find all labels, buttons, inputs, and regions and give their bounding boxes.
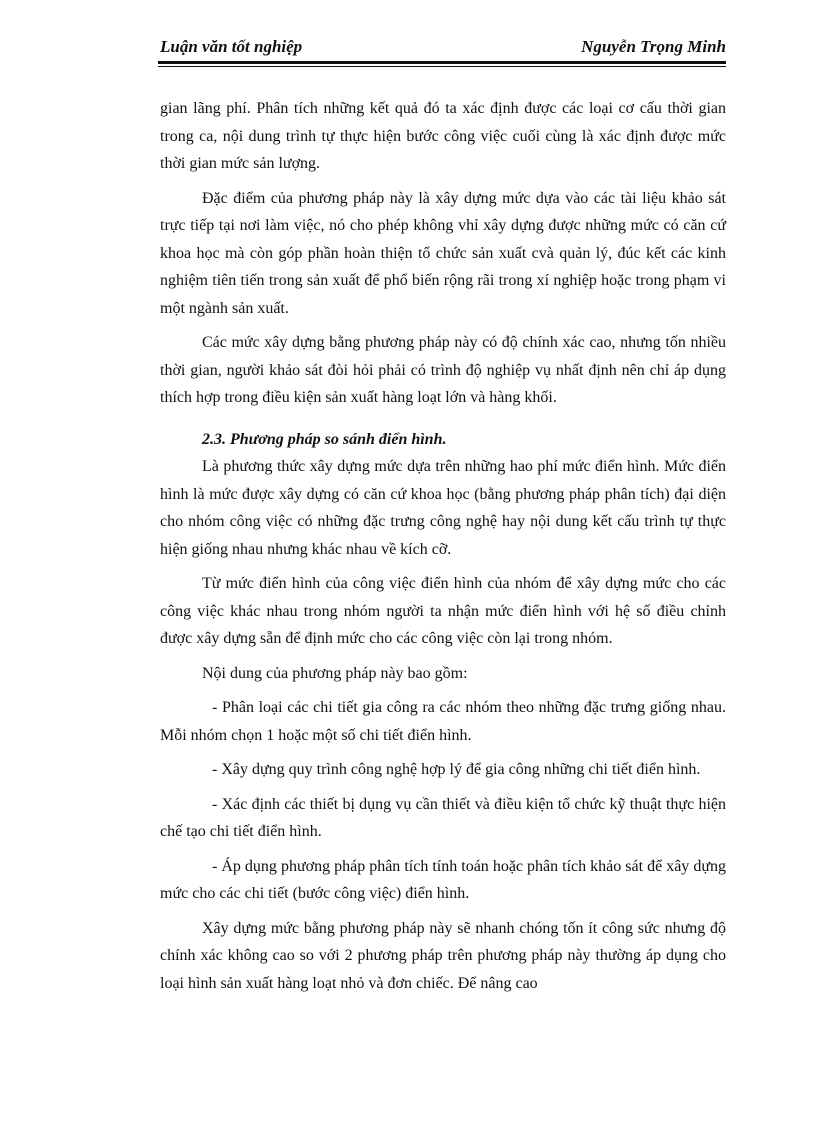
paragraph: Là phương thức xây dựng mức dựa trên những hao phí mức điển hình. Mức điển hình là mức được xây dựng có căn cứ khoa học (bằng phương pháp phân tích) đại diện cho nhóm công việc có những đặc trưng công nghệ hay nội dung kết cấu trình tự thực hiện giống nhau nhưng khác nhau về kích cỡ. bbox=[160, 458, 726, 558]
paragraph: Từ mức điển hình của công việc điển hình của nhóm để xây dựng mức cho các công việc khác nhau trong nhóm người ta nhận mức điển hình với hệ số điều chỉnh được xây dựng sẵn để định mức cho các công việc còn lại trong nhóm. bbox=[160, 575, 726, 647]
list-item: - Áp dụng phương pháp phân tích tính toán hoặc phân tích khảo sát để xây dựng mức cho các chi tiết (bước công việc) điển hình. bbox=[160, 857, 726, 902]
header-author: Nguyễn Trọng Minh bbox=[581, 37, 726, 56]
page-header bbox=[160, 36, 726, 62]
header-rule-thin bbox=[158, 66, 726, 67]
paragraph: Đặc điểm của phương pháp này là xây dựng mức dựa vào các tài liệu khảo sát trực tiếp tại nơi làm việc, nó cho phép không vhỉ xây dựng được những mức có căn cứ khoa học mà còn góp phần hoàn thiện tổ chức sản xuất cvà quản lý, đúc kết các kinh nghiệm tiên tiến trong sản xuất để phổ biến rộng rãi trong xí nghiệp hoặc trong phạm vi một ngành sản xuất. bbox=[160, 189, 726, 317]
paragraph: Xây dựng mức bằng phương pháp này sẽ nhanh chóng tốn ít công sức nhưng độ chính xác không cao so với 2 phương pháp trên phương pháp này thường áp dụng cho loại hình sản xuất hàng loạt nhỏ và đơn chiếc. Để nâng cao bbox=[160, 919, 726, 992]
paragraph: Các mức xây dựng bằng phương pháp này có độ chính xác cao, nhưng tốn nhiều thời gian, người khảo sát đòi hỏi phải có trình độ nghiệp vụ nhất định nên chỉ áp dụng thích hợp trong điều kiện sản xuất hàng loạt lớn và hàng khối. bbox=[160, 334, 726, 406]
header-title: Luận văn tốt nghiệp bbox=[160, 37, 303, 56]
section-heading: 2.3. Phương pháp so sánh điển hình. bbox=[202, 430, 447, 448]
header-rule-thick bbox=[158, 61, 726, 64]
document-body bbox=[160, 95, 726, 997]
list-item: - Phân loại các chi tiết gia công ra các nhóm theo những đặc trưng giống nhau. Mỗi nhóm chọn 1 hoặc một số chi tiết điển hình. bbox=[160, 699, 726, 744]
paragraph: Nội dung của phương pháp này bao gồm: bbox=[202, 664, 468, 682]
paragraph: gian lãng phí. Phân tích những kết quả đó ta xác định được các loại cơ cấu thời gian trong ca, nội dung trình tự thực hiện bước công việc cuối cùng là xác định được mức thời gian mức sản lượng. bbox=[160, 100, 726, 172]
list-item: - Xây dựng quy trình công nghệ hợp lý để gia công những chi tiết điển hình. bbox=[212, 761, 701, 778]
list-item: - Xác định các thiết bị dụng vụ cần thiết và điều kiện tổ chức kỹ thuật thực hiện chế tạo chi tiết điển hình. bbox=[160, 795, 726, 840]
